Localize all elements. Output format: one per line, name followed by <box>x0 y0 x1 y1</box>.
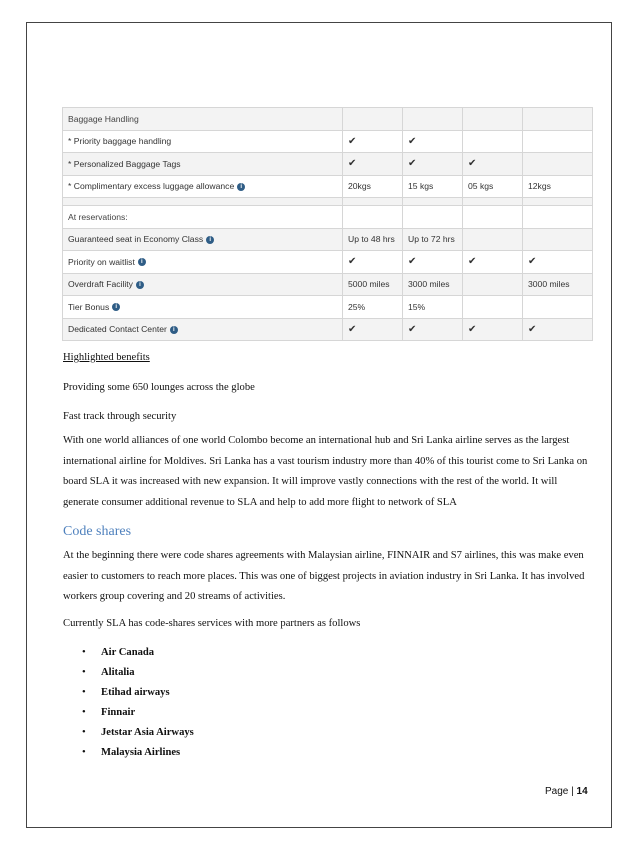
table-cell: 20kgs <box>343 175 403 198</box>
benefits-table <box>62 107 593 341</box>
info-icon[interactable]: i <box>136 281 144 289</box>
table-cell: ✔ <box>343 153 403 176</box>
list-item: • Air Canada <box>82 643 194 663</box>
list-item: • Etihad airways <box>82 683 194 703</box>
row-label <box>63 198 343 206</box>
table-cell <box>463 296 523 319</box>
table-cell: 3000 miles <box>403 273 463 296</box>
table-cell <box>523 206 593 229</box>
table-cell <box>343 198 403 206</box>
partner-list <box>82 643 194 763</box>
table-cell: ✔ <box>343 318 403 341</box>
row-label: Overdraft Facility i <box>63 273 343 296</box>
table-cell: 05 kgs <box>463 175 523 198</box>
table-cell: ✔ <box>403 318 463 341</box>
row-label: * Complimentary excess luggage allowance i <box>63 175 343 198</box>
table-cell: ✔ <box>523 251 593 274</box>
table-cell <box>523 228 593 251</box>
table-row <box>63 130 593 153</box>
table-cell: 15% <box>403 296 463 319</box>
table-row <box>63 228 593 251</box>
table-cell: ✔ <box>403 153 463 176</box>
table-cell: 12kgs <box>523 175 593 198</box>
table-cell: ✔ <box>463 251 523 274</box>
table-row <box>63 153 593 176</box>
row-label: At reservations: <box>63 206 343 229</box>
table-cell: ✔ <box>523 318 593 341</box>
list-item: • Finnair <box>82 703 194 723</box>
row-label: Priority on waitlist i <box>63 251 343 274</box>
oneworld-paragraph: With one world alliances of one world Colombo become an international hub and Sri Lanka airline serves as the largest international airline for Moldives. Sri Lanka has a vast tourism industry more than 40% of this tourist come to Sri Lanka on board SLA it was increased with new expansion. It will improve vastly connections with the rest of the world. It will generate consumer additional revenue to SLA and help to add more flight to network of SLA <box>63 435 588 508</box>
list-item: • Jetstar Asia Airways <box>82 723 194 743</box>
info-icon[interactable]: i <box>237 183 245 191</box>
table-cell: ✔ <box>463 153 523 176</box>
table-cell <box>523 108 593 131</box>
table-row <box>63 318 593 341</box>
row-label: Baggage Handling <box>63 108 343 131</box>
table-cell: ✔ <box>343 130 403 153</box>
table-row <box>63 108 593 131</box>
table-cell: ✔ <box>343 251 403 274</box>
table-cell <box>523 153 593 176</box>
table-cell: 3000 miles <box>523 273 593 296</box>
fast-track-line: Fast track through security <box>63 411 177 422</box>
table-cell: ✔ <box>463 318 523 341</box>
table-cell: ✔ <box>403 130 463 153</box>
table-cell <box>403 108 463 131</box>
table-row <box>63 175 593 198</box>
info-icon[interactable]: i <box>138 258 146 266</box>
table-cell <box>403 206 463 229</box>
table-row <box>63 251 593 274</box>
code-shares-paragraph: At the beginning there were code shares agreements with Malaysian airline, FINNAIR and S7 airlines, this was make even easier to customers to reach more places. This was one of biggest projects in aviation industry in Sri Lanka. It has involved workers group covering and 20 streams of activities. <box>63 550 585 602</box>
highlighted-benefits-title: Highlighted benefits <box>63 352 150 363</box>
table-cell <box>463 273 523 296</box>
table-cell: 15 kgs <box>403 175 463 198</box>
lounges-line: Providing some 650 lounges across the globe <box>63 382 255 393</box>
table-cell <box>463 206 523 229</box>
table-cell: 25% <box>343 296 403 319</box>
row-label: Guaranteed seat in Economy Class i <box>63 228 343 251</box>
list-item: • Malaysia Airlines <box>82 743 194 763</box>
row-label: * Personalized Baggage Tags <box>63 153 343 176</box>
table-cell: 5000 miles <box>343 273 403 296</box>
partners-intro-line: Currently SLA has code-shares services with more partners as follows <box>63 618 361 629</box>
page-number: 14 <box>576 786 588 797</box>
code-shares-heading: Code shares <box>63 524 132 539</box>
table-cell <box>523 130 593 153</box>
info-icon[interactable]: i <box>112 303 120 311</box>
info-icon[interactable]: i <box>170 326 178 334</box>
table-row <box>63 198 593 206</box>
page-label: Page <box>545 786 569 797</box>
list-item: • Alitalia <box>82 663 194 683</box>
page-footer <box>545 786 588 797</box>
table-cell: Up to 72 hrs <box>403 228 463 251</box>
table-row <box>63 296 593 319</box>
row-label: Tier Bonus i <box>63 296 343 319</box>
row-label: * Priority baggage handling <box>63 130 343 153</box>
page-separator: | <box>568 786 577 797</box>
info-icon[interactable]: i <box>206 236 214 244</box>
table-cell <box>463 108 523 131</box>
table-cell: Up to 48 hrs <box>343 228 403 251</box>
table-cell: ✔ <box>403 251 463 274</box>
table-cell <box>523 198 593 206</box>
table-cell <box>403 198 463 206</box>
table-cell <box>343 206 403 229</box>
table-cell <box>523 296 593 319</box>
table-row <box>63 206 593 229</box>
table-cell <box>463 228 523 251</box>
table-cell <box>463 198 523 206</box>
table-cell <box>463 130 523 153</box>
table-cell <box>343 108 403 131</box>
table-row <box>63 273 593 296</box>
row-label: Dedicated Contact Center i <box>63 318 343 341</box>
